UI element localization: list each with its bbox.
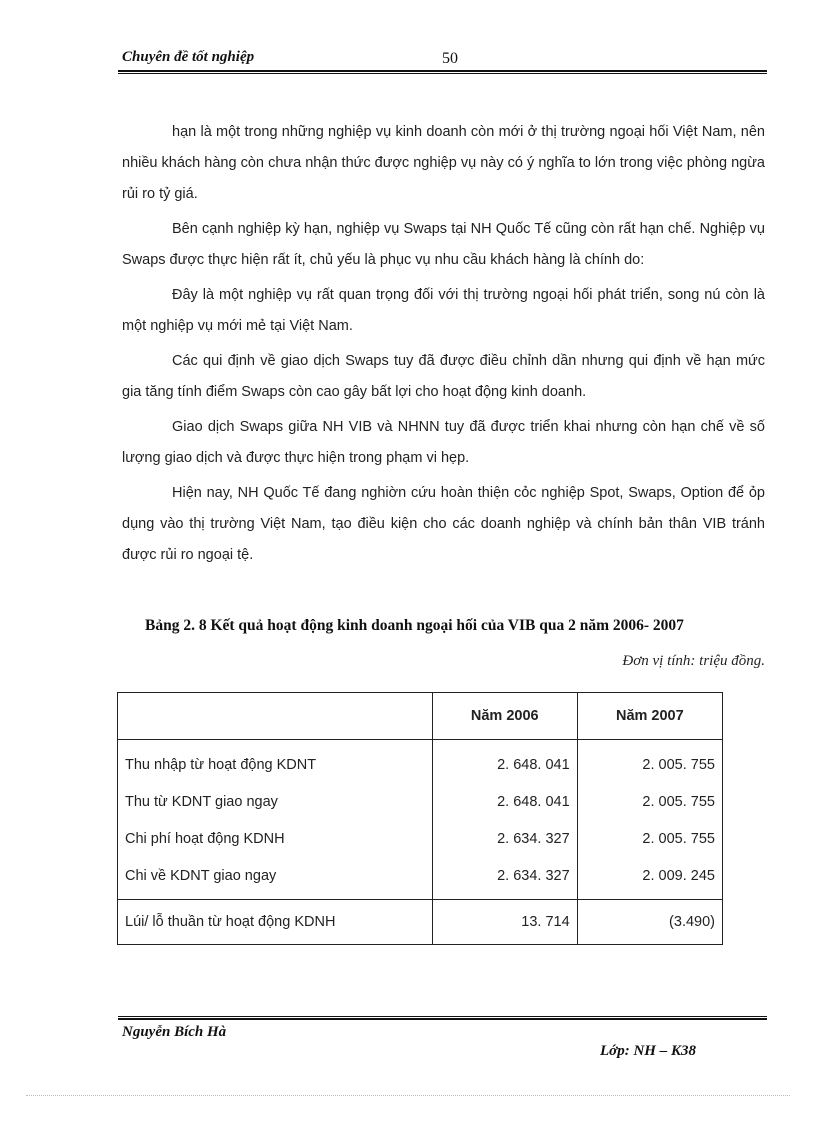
paragraph: hạn là một trong những nghiệp vụ kinh doanh còn mới ở thị trường ngoại hối Việt Nam, nên nhiều khách hàng còn chưa nhận thức được nghiệp vụ này có ý nghĩa to lớn trong việc phòng ngừa rủi ro tỷ giá. — [122, 124, 765, 202]
value-2007: 2. 005. 755 — [577, 820, 722, 857]
table-unit: Đơn vị tính: triệu đồng. — [622, 653, 765, 669]
table-row — [118, 820, 723, 857]
paragraph: Giao dịch Swaps giữa NH VIB và NHNN tuy đã được triển khai nhưng còn hạn chế về số lượng giao dịch và được thực hiện trong phạm vi hẹp. — [122, 419, 765, 466]
body-text — [122, 117, 765, 575]
total-2007: (3.490) — [577, 900, 722, 945]
results-table — [117, 692, 723, 945]
total-2006: 13. 714 — [432, 900, 577, 945]
table-row — [118, 857, 723, 900]
row-label: Chi phí hoạt động KDNH — [118, 820, 433, 857]
value-2006: 2. 648. 041 — [432, 783, 577, 820]
table-caption: Bảng 2. 8 Kết quả hoạt động kinh doanh ngoại hối của VIB qua 2 năm 2006- 2007 — [145, 617, 684, 634]
value-2007: 2. 005. 755 — [577, 783, 722, 820]
paragraph: Hiện nay, NH Quốc Tế đang nghiờn cứu hoàn thiện cỏc nghiệp Spot, Swaps, Option để ỏp dụng vào thị trường Việt Nam, tạo điều kiện cho các doanh nghiệp và chính bản thân VIB tránh được rủi ro ngoại tệ. — [122, 485, 765, 563]
footer-class: Lớp: NH – K38 — [600, 1043, 696, 1059]
paragraph: Đây là một nghiệp vụ rất quan trọng đối với thị trường ngoại hối phát triển, song nú còn là một nghiệp vụ mới mẻ tại Việt Nam. — [122, 287, 765, 334]
row-label: Chi về KDNT giao ngay — [118, 857, 433, 900]
value-2006: 2. 648. 041 — [432, 740, 577, 784]
value-2007: 2. 009. 245 — [577, 857, 722, 900]
footer-rule — [118, 1016, 767, 1020]
page-number: 50 — [442, 50, 458, 67]
table-row — [118, 740, 723, 784]
row-label: Thu từ KDNT giao ngay — [118, 783, 433, 820]
footer-author: Nguyễn Bích Hà — [122, 1024, 227, 1040]
value-2006: 2. 634. 327 — [432, 857, 577, 900]
page-bottom-divider — [26, 1095, 790, 1096]
paragraph: Các qui định về giao dịch Swaps tuy đã được điều chỉnh dần nhưng qui định về hạn mức gia tăng tính điểm Swaps còn cao gây bất lợi cho hoạt động kinh doanh. — [122, 353, 765, 400]
header-cell-empty — [118, 693, 433, 740]
table-total-row — [118, 900, 723, 945]
total-label: Lúi/ lỗ thuần từ hoạt động KDNH — [118, 900, 433, 945]
header-title: Chuyên đề tốt nghiệp — [122, 49, 255, 65]
table-row — [118, 783, 723, 820]
row-label: Thu nhập từ hoạt động KDNT — [118, 740, 433, 784]
paragraph: Bên cạnh nghiệp kỳ hạn, nghiệp vụ Swaps tại NH Quốc Tế cũng còn rất hạn chế. Nghiệp vụ Swaps được thực hiện rất ít, chủ yếu là phục vụ nhu cầu khách hàng là chính do: — [122, 221, 765, 268]
header-cell-2007: Năm 2007 — [577, 693, 722, 740]
value-2007: 2. 005. 755 — [577, 740, 722, 784]
header-rule — [118, 70, 767, 74]
value-2006: 2. 634. 327 — [432, 820, 577, 857]
table-header-row — [118, 693, 723, 740]
header-cell-2006: Năm 2006 — [432, 693, 577, 740]
